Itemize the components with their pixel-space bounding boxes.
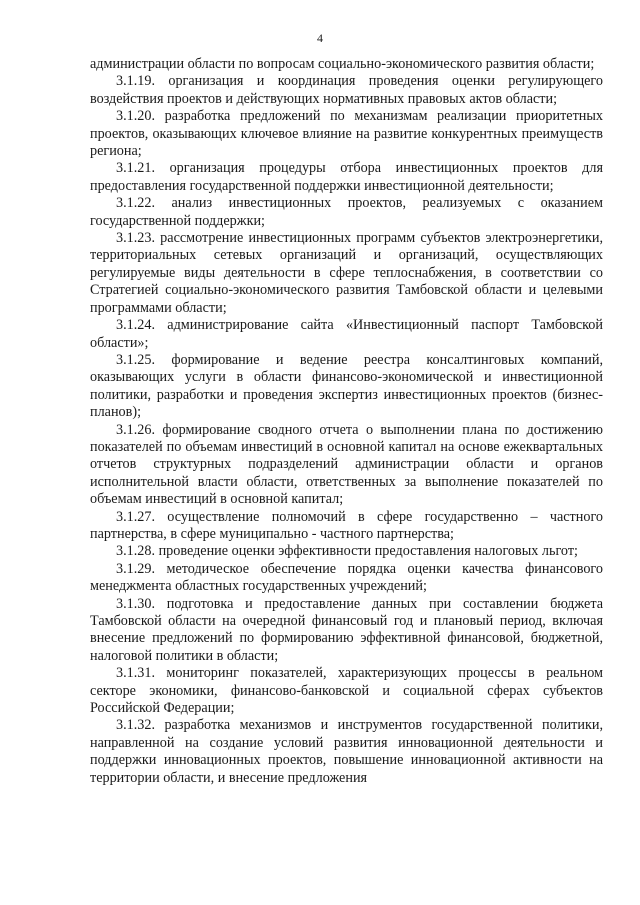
paragraph-item-3-1-27: 3.1.27. осуществление полномочий в сфере государственно – частного партнерства, в сфере муниципально - частного партнерства; [90, 508, 603, 542]
page-number: 4 [317, 31, 323, 45]
paragraph-item-3-1-32: 3.1.32. разработка механизмов и инструментов государственной политики, направленной на создание условий развития инновационной деятельности и поддержки инновационных проектов, повышение инновационной активности на территории области, и внесение предложения [90, 717, 603, 786]
paragraph-item-3-1-26: 3.1.26. формирование сводного отчета о выполнении плана по достижению показателей по объемам инвестиций в основной капитал на основе ежеквартальных отчетов структурных подразделений администрации области и органов исполнительной власти области, ответственных за выполнение показателей по объемам инвестиций в основной капитал; [90, 421, 603, 508]
paragraph-item-3-1-19: 3.1.19. организация и координация проведения оценки регулирующего воздействия проектов и действующих нормативных правовых актов области; [90, 73, 603, 107]
paragraph-item-3-1-30: 3.1.30. подготовка и предоставление данных при составлении бюджета Тамбовской области на очередной финансовый год и плановый период, включая внесение предложений по формированию эффективной финансовой, бюджетной, налоговой политики в области; [90, 595, 603, 664]
paragraph-item-3-1-23: 3.1.23. рассмотрение инвестиционных программ субъектов электроэнергетики, территориальных сетевых организаций и организаций, осуществляющих регулируемые виды деятельности в сфере теплоснабжения, в соответствии со Стратегией социально-экономического развития Тамбовской области и целевыми программами области; [90, 230, 603, 316]
paragraph-item-3-1-21: 3.1.21. организация процедуры отбора инвестиционных проектов для предоставления государственной поддержки инвестиционной деятельности; [90, 160, 603, 194]
paragraph-continuation: администрации области по вопросам социально-экономического развития области; [90, 56, 595, 72]
paragraph-item-3-1-29: 3.1.29. методическое обеспечение порядка оценки качества финансового менеджмента областных государственных учреждений; [90, 560, 603, 595]
paragraph-item-3-1-20: 3.1.20. разработка предложений по механизмам реализации приоритетных проектов, оказывающих ключевое влияние на развитие конкурентных преимуществ региона; [90, 108, 603, 160]
paragraph-item-3-1-25: 3.1.25. формирование и ведение реестра консалтинговых компаний, оказывающих услуги в области финансово-экономической и инвестиционной политики, разработки и проведения экспертиз инвестиционных проектов (бизнес-планов); [90, 351, 603, 421]
paragraph-item-3-1-31: 3.1.31. мониторинг показателей, характеризующих процессы в реальном секторе экономики, финансово-банковской и социальной сферах субъектов Российской Федерации; [90, 665, 603, 717]
paragraph-item-3-1-24: 3.1.24. администрирование сайта «Инвестиционный паспорт Тамбовской области»; [90, 317, 603, 351]
document-body [90, 56, 603, 787]
paragraph-item-3-1-28: 3.1.28. проведение оценки эффективности предоставления налоговых льгот; [116, 543, 578, 560]
paragraph-item-3-1-22: 3.1.22. анализ инвестиционных проектов, реализуемых с оказанием государственной поддержки; [90, 195, 603, 229]
